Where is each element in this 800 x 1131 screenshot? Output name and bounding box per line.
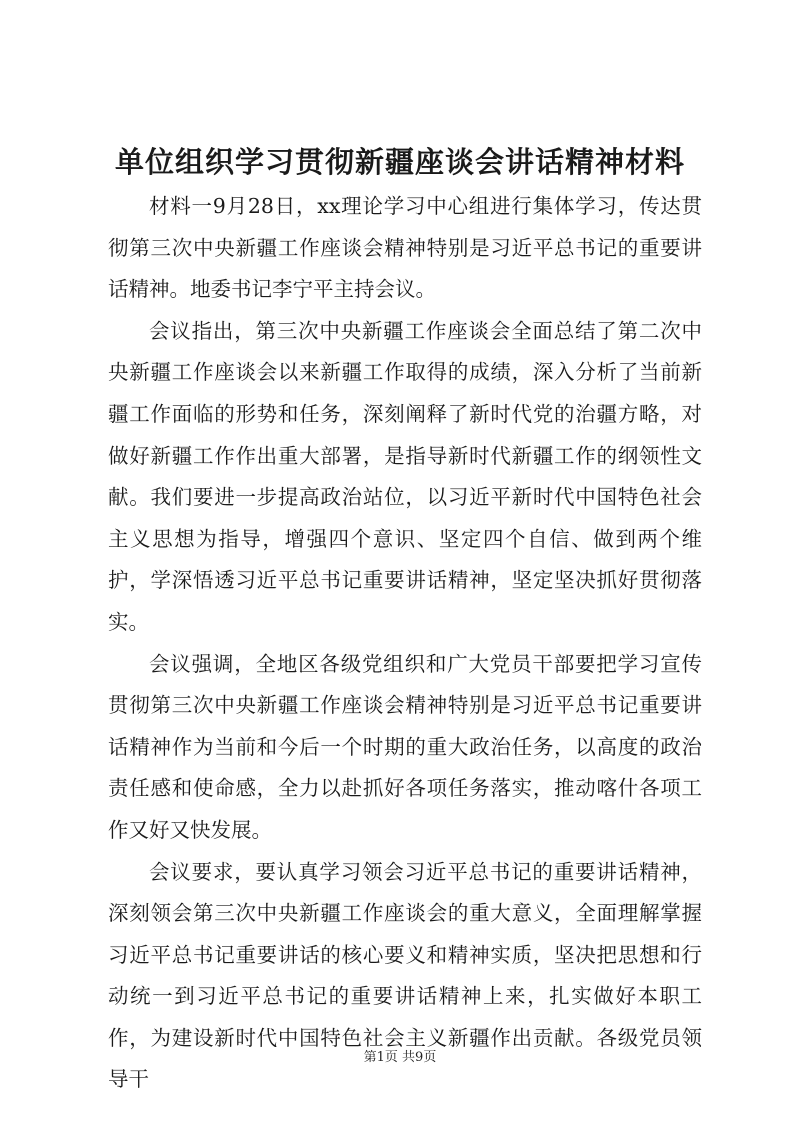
paragraph-3: 会议强调，全地区各级党组织和广大党员干部要把学习宣传贯彻第三次中央新疆工作座谈会精神特别是习近平总书记重要讲话精神作为当前和今后一个时期的重大政治任务，以高度的政治责任感和使命感，全力以赴抓好各项任务落实，推动喀什各项工作又好又快发展。: [108, 651, 702, 842]
page-number: 第1页 共9页: [363, 1050, 437, 1065]
paragraph-4: 会议要求，要认真学习领会习近平总书记的重要讲话精神，深刻领会第三次中央新疆工作座谈会的重大意义，全面理解掌握习近平总书记重要讲话的核心要义和精神实质，坚决把思想和行动统一到习近平总书记的重要讲话精神上来，扎实做好本职工作，为建设新时代中国特色社会主义新疆作出贡献。各级党员领导干: [108, 859, 702, 1092]
document-title: 单位组织学习贯彻新疆座谈会讲话精神材料: [114, 145, 685, 179]
document-body: [108, 186, 702, 1101]
paragraph-2: 会议指出，第三次中央新疆工作座谈会全面总结了第二次中央新疆工作座谈会以来新疆工作取得的成绩，深入分析了当前新疆工作面临的形势和任务，深刻阐释了新时代党的治疆方略，对做好新疆工作作出重大部署，是指导新时代新疆工作的纲领性文献。我们要进一步提高政治站位，以习近平新时代中国特色社会主义思想为指导，增强四个意识、坚定四个自信、做到两个维护，学深悟透习近平总书记重要讲话精神，坚定坚决抓好贯彻落实。: [108, 318, 702, 634]
page-footer: [0, 1048, 800, 1068]
paragraph-1: 材料一9月28日，xx理论学习中心组进行集体学习，传达贯彻第三次中央新疆工作座谈会精神特别是习近平总书记的重要讲话精神。地委书记李宁平主持会议。: [108, 194, 702, 302]
